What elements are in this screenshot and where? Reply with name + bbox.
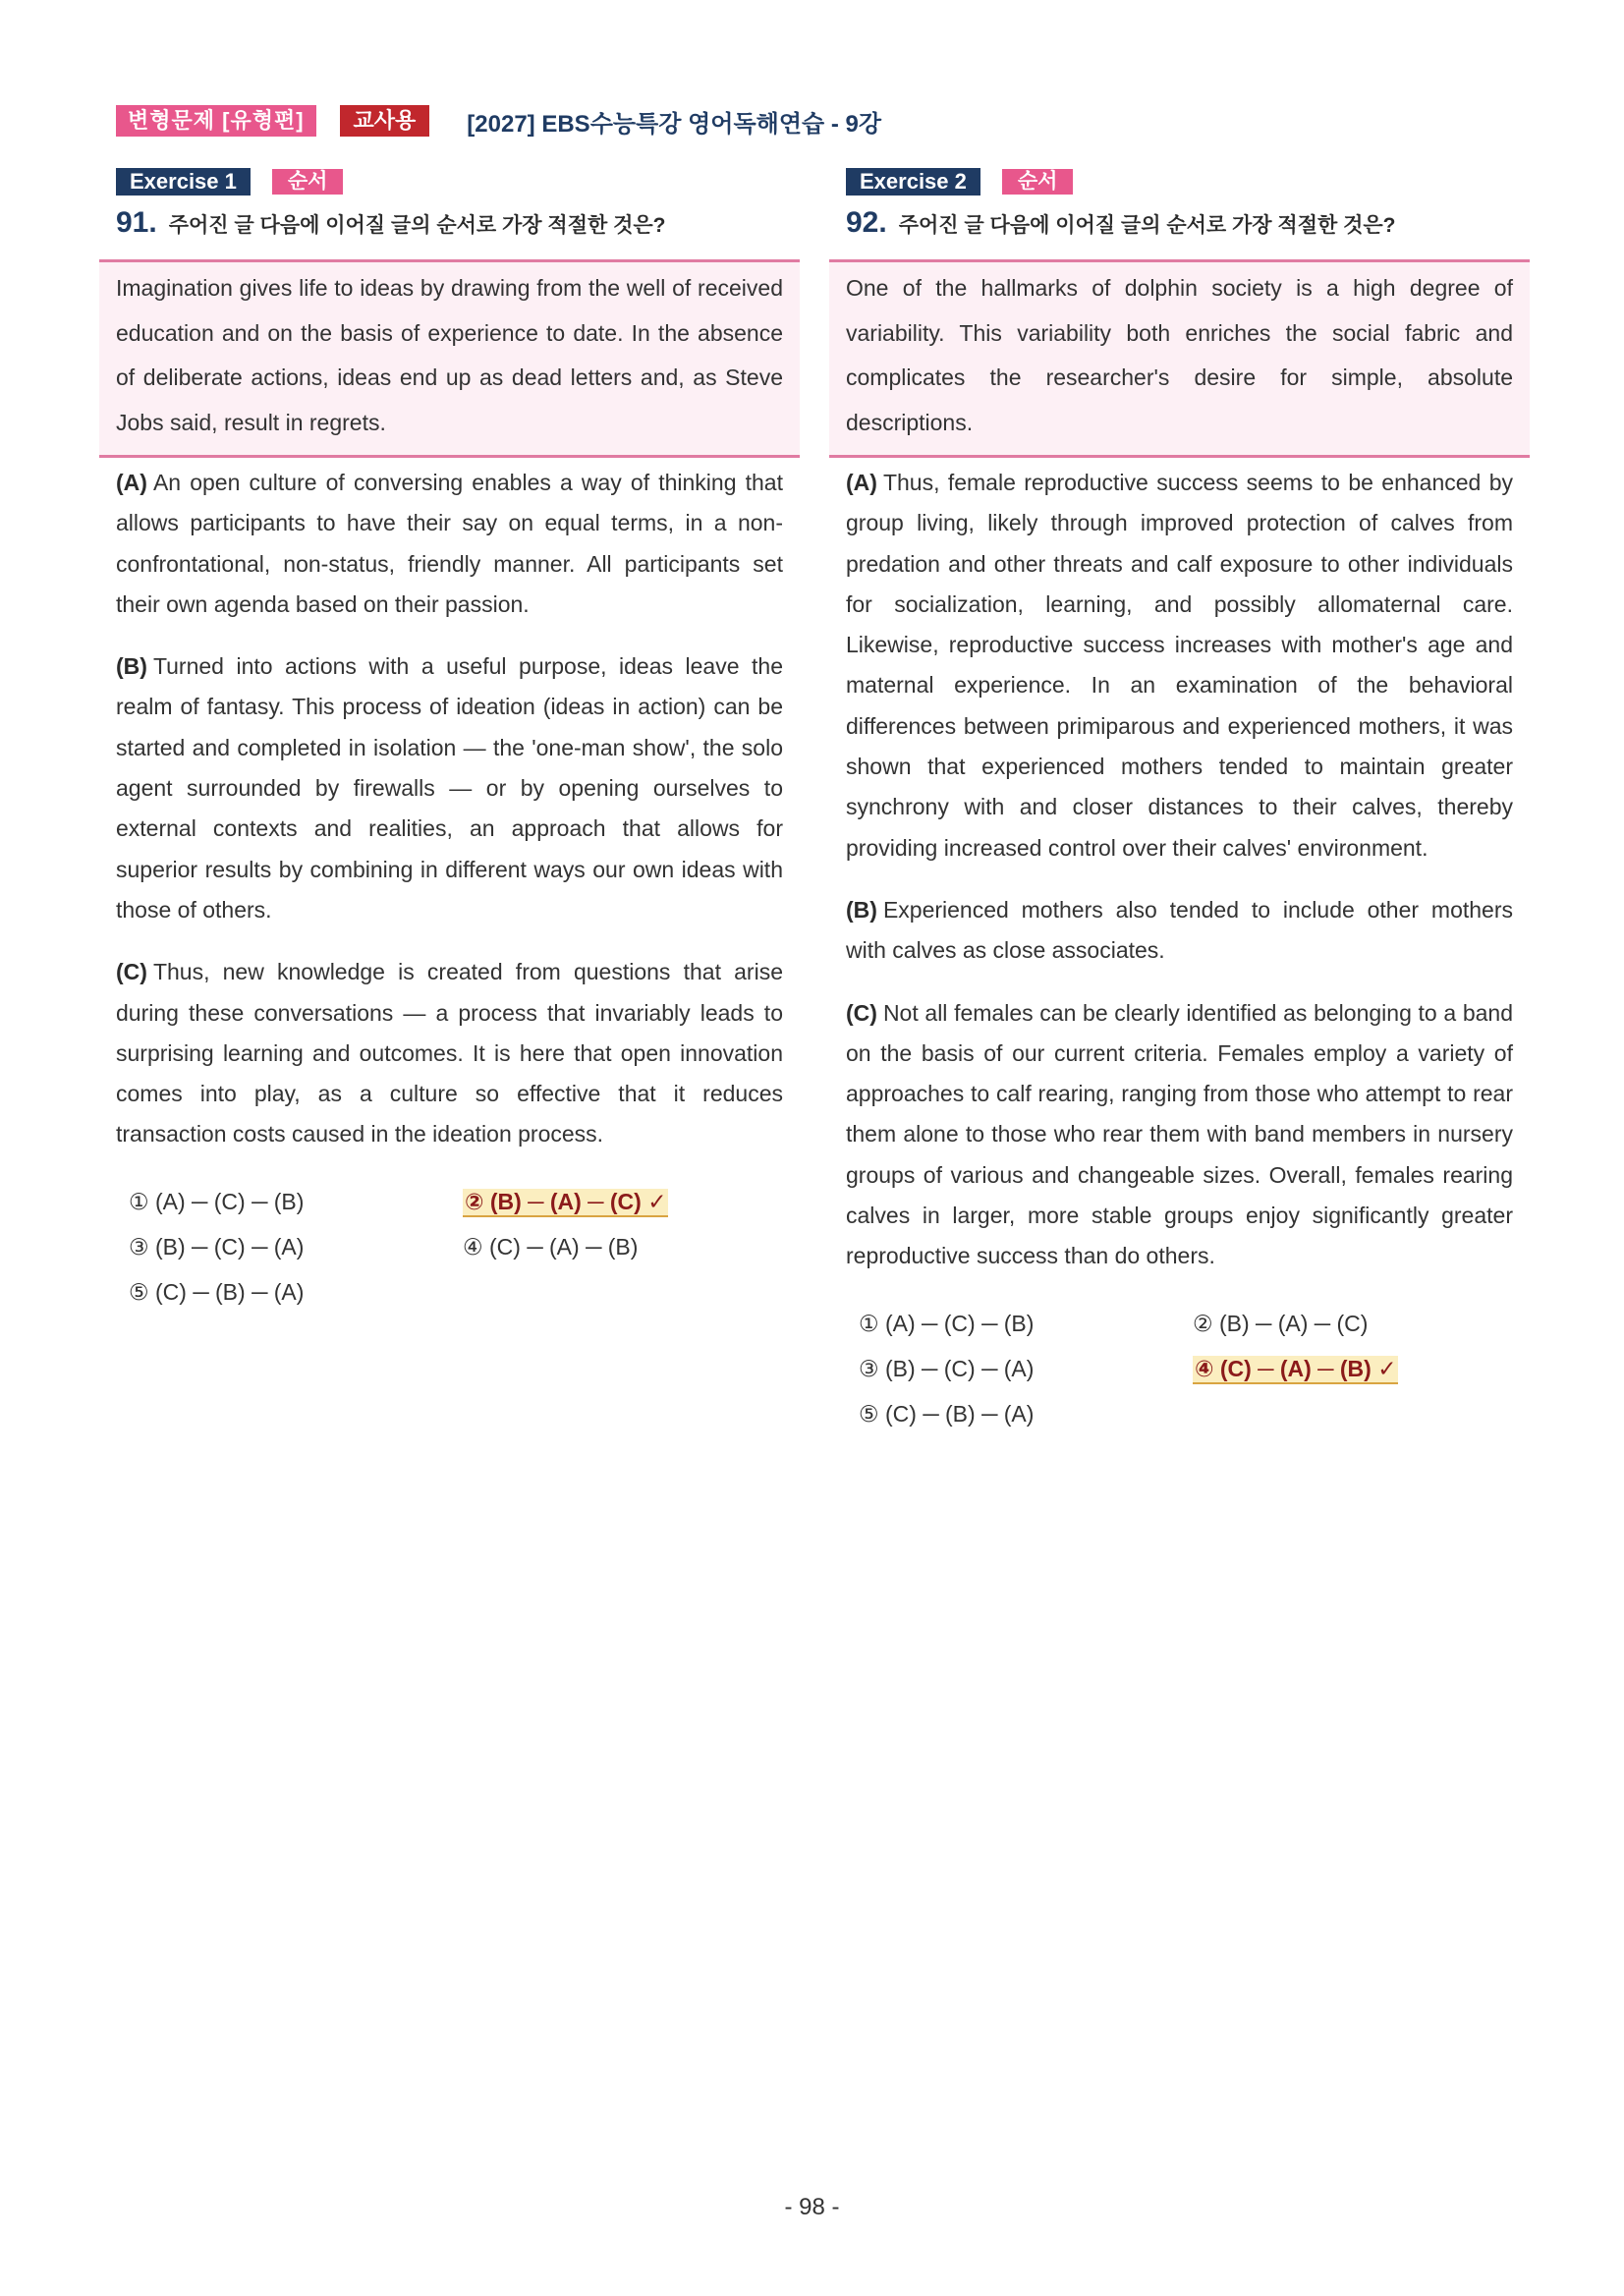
choice-2-correct[interactable]: ② (B) ─ (A) ─ (C) ✓ (463, 1189, 668, 1217)
answer-choices (129, 1189, 800, 1326)
choice-5[interactable]: ⑤ (C) ─ (B) ─ (A) (859, 1400, 1035, 1427)
exercise-header (116, 167, 800, 196)
exercise-label: Exercise 1 (116, 168, 251, 196)
question-text: 주어진 글 다음에 이어질 글의 순서로 가장 적절한 것은? (898, 214, 1396, 237)
choice-1[interactable]: ① (A) ─ (C) ─ (B) (859, 1310, 1035, 1336)
category-tag: 변형문제 [유형편] (116, 105, 316, 137)
question-stem (116, 206, 800, 246)
choice-3[interactable]: ③ (B) ─ (C) ─ (A) (129, 1233, 305, 1260)
question-type-tag: 순서 (272, 169, 344, 195)
paragraph-text: Thus, new knowledge is created from questions that arise during these conversations — a process that invariably leads to surprising learning and outcomes. It is here that open innovation comes into play, as a culture so effective that it reduces transaction costs caused in the ideation process. (116, 959, 783, 1148)
paragraph-a (116, 463, 783, 625)
paragraph-label: (A) (846, 470, 877, 495)
choice-4[interactable]: ④ (C) ─ (A) ─ (B) (463, 1233, 639, 1260)
paragraph-b (846, 890, 1513, 972)
worksheet-title: [2027] EBS수능특강 영어독해연습 - 9강 (467, 110, 882, 138)
exercise-1 (99, 167, 800, 1326)
exercise-header (846, 167, 1530, 196)
page-header (116, 104, 881, 138)
paragraph-label: (C) (116, 959, 147, 985)
paragraph-c (116, 952, 783, 1154)
paragraph-label: (B) (846, 896, 877, 923)
question-number: 92. (846, 206, 887, 239)
exercise-label: Exercise 2 (846, 168, 980, 196)
choice-1[interactable]: ① (A) ─ (C) ─ (B) (129, 1188, 305, 1214)
given-passage: One of the hallmarks of dolphin society is a high degree of variability. This variability both enriches the social fabric and complicates the researcher's desire for simple, absolute descriptions. (829, 259, 1530, 458)
answer-choices (859, 1311, 1530, 1448)
choice-3[interactable]: ③ (B) ─ (C) ─ (A) (859, 1355, 1035, 1381)
paragraph-a (846, 463, 1513, 868)
exercise-2 (829, 167, 1530, 1448)
choice-4-correct[interactable]: ④ (C) ─ (A) ─ (B) ✓ (1193, 1356, 1398, 1384)
question-type-tag: 순서 (1002, 169, 1074, 195)
paragraph-text: Turned into actions with a useful purpose, ideas leave the realm of fantasy. This process of ideation (ideas in action) can be started and completed in isolation — the 'one-man show', the solo agent surrounded by firewalls — or by opening ourselves to external contexts and realities, an approach that allows for superior results by combining in different ways our own ideas with those of others. (116, 653, 783, 923)
choice-2[interactable]: ② (B) ─ (A) ─ (C) (1193, 1310, 1369, 1336)
paragraph-b (116, 646, 783, 930)
paragraph-label: (C) (846, 999, 877, 1026)
paragraph-text: Not all females can be clearly identified as belonging to a band on the basis of our current criteria. Females employ a variety of approaches to calf rearing, ranging from those who attempt to rear them alone to those who rear them with band members in nursery groups of various and changeable sizes. Overall, females rearing calves in larger, more stable groups enjoy significantly greater reproductive success than do others. (846, 999, 1513, 1269)
paragraph-label: (B) (116, 653, 147, 680)
page-number: - 98 - (784, 2194, 840, 2220)
choice-5[interactable]: ⑤ (C) ─ (B) ─ (A) (129, 1278, 305, 1305)
paragraph-text: An open culture of conversing enables a way of thinking that allows participants to have their say on equal terms, in a non-confrontational, non-status, friendly manner. All participants set their own agenda based on their passion. (116, 470, 783, 617)
paragraph-text: Thus, female reproductive success seems to be enhanced by group living, likely through improved protection of calves from predation and other threats and calf exposure to other individuals for socialization, learning, and possibly allomaternal care. Likewise, reproductive success increases with mother's age and maternal experience. In an examination of the behavioral differences between primiparous and experienced mothers, it was shown that experienced mothers tended to maintain greater synchrony with and closer distances to their calves, thereby providing increased control over their calves' environment. (846, 470, 1513, 861)
paragraph-label: (A) (116, 470, 147, 495)
given-passage: Imagination gives life to ideas by drawing from the well of received education and on the basis of experience to date. In the absence of deliberate actions, ideas end up as dead letters and, as Steve Jobs said, result in regrets. (99, 259, 800, 458)
question-text: 주어진 글 다음에 이어질 글의 순서로 가장 적절한 것은? (168, 214, 666, 237)
question-stem (846, 206, 1530, 246)
paragraph-text: Experienced mothers also tended to include other mothers with calves as close associates. (846, 896, 1513, 964)
teacher-tag: 교사용 (340, 105, 430, 137)
question-number: 91. (116, 206, 157, 239)
paragraph-c (846, 993, 1513, 1277)
